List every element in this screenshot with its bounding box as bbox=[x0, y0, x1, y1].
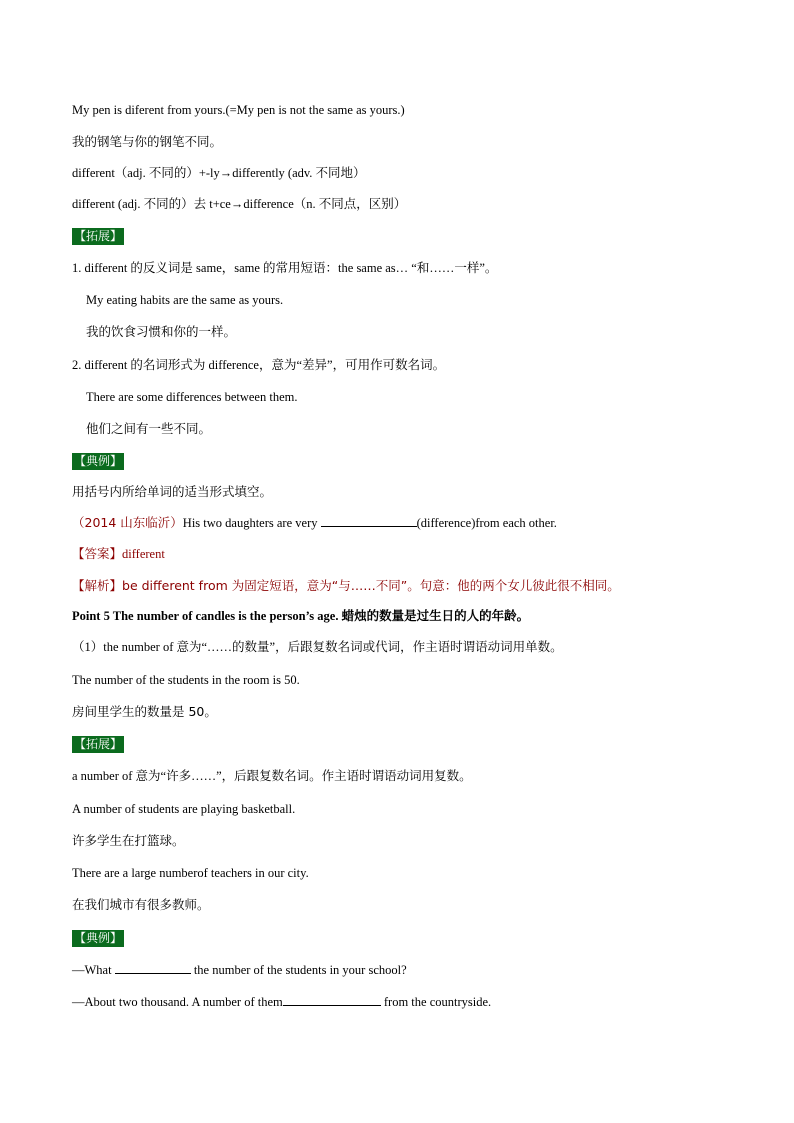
example-sentence: There are a large numberof teachers in our city. bbox=[72, 866, 309, 880]
exercise-text: His two daughters are very bbox=[182, 516, 321, 530]
text-line: a number of 意为“许多……”，后跟复数名词。作主语时谓语动词用复数。 bbox=[72, 769, 472, 783]
example-sentence: There are some differences between them. bbox=[86, 390, 298, 404]
example-sentence: My eating habits are the same as yours. bbox=[86, 293, 284, 307]
answer-blank[interactable] bbox=[321, 514, 417, 527]
answer-blank[interactable] bbox=[283, 993, 381, 1006]
text-line: 2. different 的名词形式为 difference，意为“差异”，可用作可数名词。 bbox=[72, 358, 446, 372]
example-sentence: A number of students are playing basketball. bbox=[72, 802, 296, 816]
answer-blank[interactable] bbox=[115, 961, 191, 974]
exercise-text: —What bbox=[72, 963, 115, 977]
answer-line bbox=[72, 545, 165, 563]
point-heading: Point 5 The number of candles is the person’s age. 蜡烛的数量是过生日的人的年龄。 bbox=[72, 609, 530, 623]
exercise-line bbox=[72, 514, 557, 532]
example-translation: 许多学生在打篮球。 bbox=[72, 833, 185, 848]
text-line: （1）the number of 意为“……的数量”，后跟复数名词或代词，作主语时谓语动词用单数。 bbox=[72, 640, 563, 654]
exercise-text: from the countryside. bbox=[380, 995, 492, 1009]
text-line: different (adj. 不同的）去 t+ce→difference（n. 不同点，区别） bbox=[72, 197, 407, 211]
text-line: 1. different 的反义词是 same，same 的常用短语：the same as… “和……一样”。 bbox=[72, 261, 498, 275]
example-translation: 房间里学生的数量是 50。 bbox=[72, 704, 217, 719]
text-line: My pen is diferent from yours.(=My pen is not the same as yours.) bbox=[72, 103, 405, 117]
section-tag-example: 【典例】 bbox=[74, 931, 123, 945]
exercise-hint: (difference)from each other. bbox=[416, 516, 557, 530]
answer-label: 【答案】 bbox=[72, 546, 123, 561]
example-translation: 他们之间有一些不同。 bbox=[86, 421, 212, 436]
section-tag-extension: 【拓展】 bbox=[74, 229, 123, 243]
text-line: 我的钢笔与你的钢笔不同。 bbox=[72, 134, 223, 149]
explanation-line bbox=[72, 577, 620, 595]
exercise-line bbox=[72, 993, 491, 1011]
example-translation: 我的饮食习惯和你的一样。 bbox=[86, 324, 237, 339]
exercise-line bbox=[72, 961, 407, 979]
exercise-text: —About two thousand. A number of them bbox=[72, 995, 283, 1009]
instruction: 用括号内所给单词的适当形式填空。 bbox=[72, 484, 273, 499]
explanation-label: 【解析】 bbox=[72, 578, 123, 593]
example-sentence: The number of the students in the room is 50. bbox=[72, 673, 300, 687]
example-translation: 在我们城市有很多教师。 bbox=[72, 897, 210, 912]
exercise-text: the number of the students in your school? bbox=[190, 963, 407, 977]
text-line: different（adj. 不同的）+-ly→differently (adv. 不同地） bbox=[72, 166, 366, 180]
explanation-text: be different from 为固定短语，意为“与……不同”。句意：他的两个女儿彼此很不相同。 bbox=[122, 578, 620, 593]
section-tag-example: 【典例】 bbox=[74, 454, 123, 468]
section-tag-extension: 【拓展】 bbox=[74, 737, 123, 751]
exercise-source: （2014 山东临沂） bbox=[72, 515, 183, 530]
answer-value: different bbox=[122, 547, 165, 561]
